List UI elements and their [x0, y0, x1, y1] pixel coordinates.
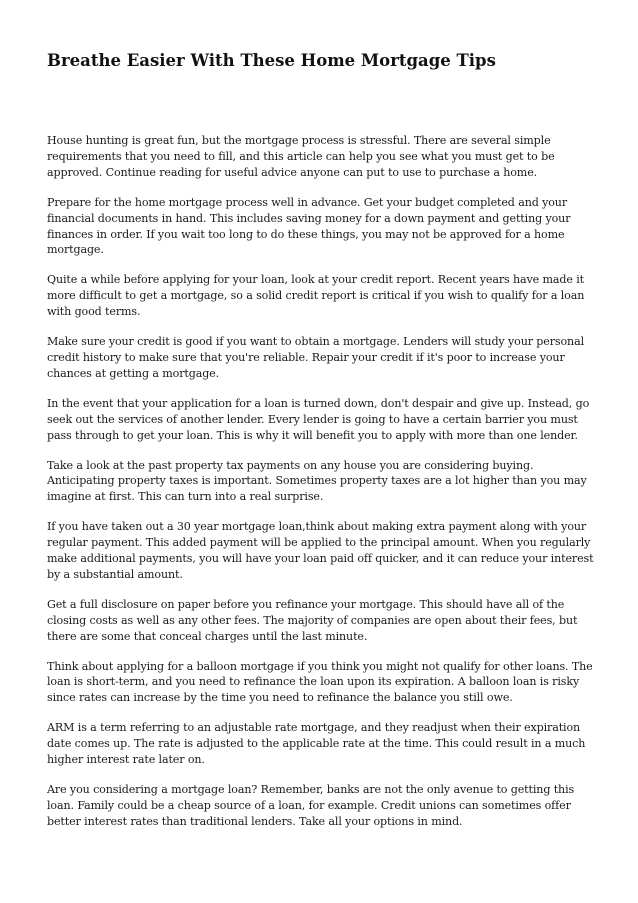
document-body	[47, 133, 599, 844]
paragraph: House hunting is great fun, but the mortgage process is stressful. There are several simple requirements that you need to fill, and this article can help you see what you must get to be approved. Continue reading for useful advice anyone can put to use to purchase a home.	[47, 134, 555, 179]
paragraph: ARM is a term referring to an adjustable rate mortgage, and they readjust when their expiration date comes up. The rate is adjusted to the applicable rate at the time. This could result in a much higher interest rate later on.	[47, 721, 586, 767]
paragraph: In the event that your application for a loan is turned down, don't despair and give up. Instead, go seek out the services of another lender. Every lender is going to have a certain barrier you must pass through to get your loan. This is why it will benefit you to apply with more than one lender.	[47, 396, 590, 442]
paragraph: Are you considering a mortgage loan? Remember, banks are not the only avenue to getting this loan. Family could be a cheap source of a loan, for example. Credit unions can sometimes offer better interest rates than traditional lenders. Take all your options in mind.	[47, 783, 575, 828]
document-title: Breathe Easier With These Home Mortgage Tips	[47, 51, 496, 70]
paragraph: Make sure your credit is good if you want to obtain a mortgage. Lenders will study your personal credit history to make sure that you're reliable. Repair your credit if it's poor to increase your chances at getting a mortgage.	[47, 335, 584, 380]
paragraph: Quite a while before applying for your loan, look at your credit report. Recent years have made it more difficult to get a mortgage, so a solid credit report is critical if you wish to qualify for a loan with good terms.	[47, 273, 585, 319]
paragraph: Prepare for the home mortgage process well in advance. Get your budget completed and your financial documents in hand. This includes saving money for a down payment and getting your finances in order. If you wait too long to do these things, you may not be approved for a home mortgage.	[47, 195, 571, 257]
paragraph: Get a full disclosure on paper before you refinance your mortgage. This should have all of the closing costs as well as any other fees. The majority of companies are open about their fees, but there are some that conceal charges until the last minute.	[47, 597, 578, 643]
paragraph: If you have taken out a 30 year mortgage loan,think about making extra payment along with your regular payment. This added payment will be applied to the principal amount. When you regularly make additional payments, you will have your loan paid off quicker, and it can reduce your interest by a substantial amount.	[47, 520, 594, 581]
paragraph: Take a look at the past property tax payments on any house you are considering buying. Anticipating property taxes is important. Sometimes property taxes are a lot higher than you may imagine at first. This can turn into a real surprise.	[47, 458, 587, 504]
paragraph: Think about applying for a balloon mortgage if you think you might not qualify for other loans. The loan is short-term, and you need to refinance the loan upon its expiration. A balloon loan is risky since rates can increase by the time you need to refinance the balance you still owe.	[47, 659, 593, 705]
